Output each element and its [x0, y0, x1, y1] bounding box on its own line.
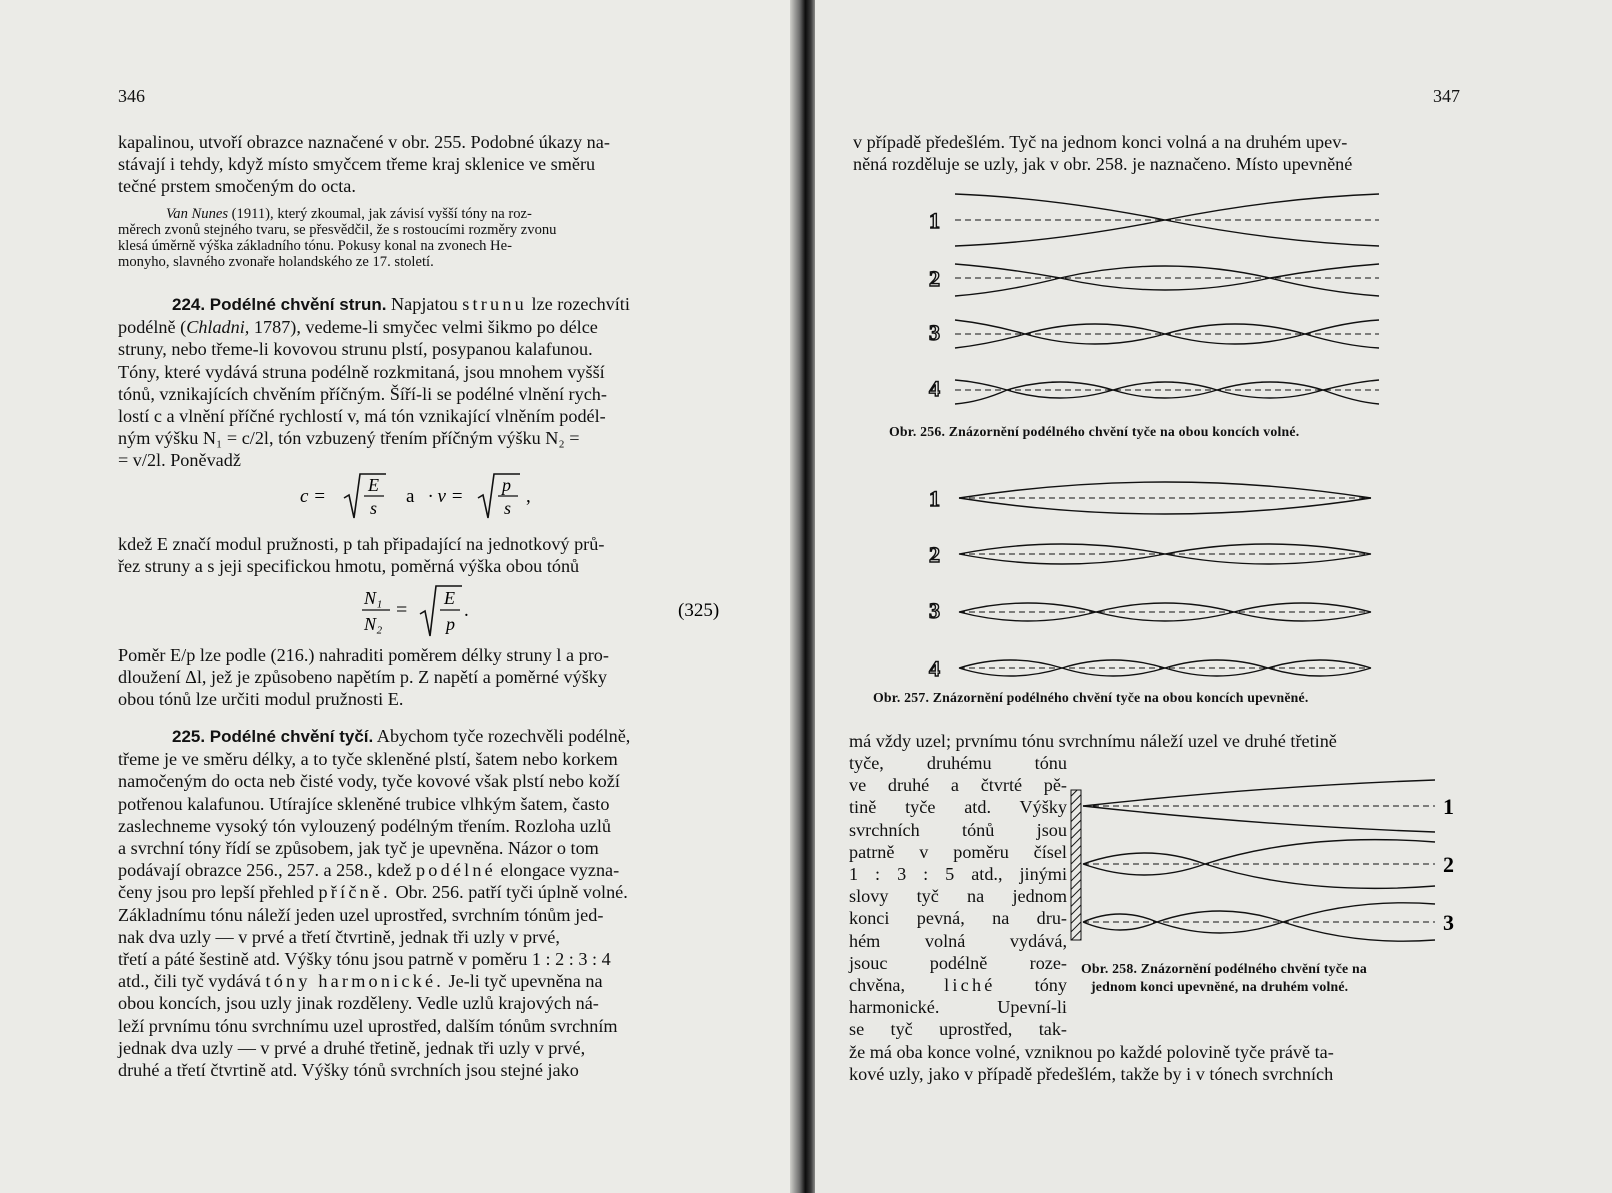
figure-label: 1	[1443, 794, 1454, 819]
text-line: kové uzly, jako v případě předešlém, takže by i v tónech svrchních	[849, 1064, 1334, 1085]
text-line: ným výšku N₁ = c/2l, tón vzbuzený třením příčným výšku N₂ =	[118, 428, 580, 449]
text-line: Základnímu tónu náleží jeden uzel uprostřed, svrchním tónům jed-	[118, 904, 604, 925]
text-line: tónů, vznikajících chvěním příčným. Šíří-li se podélné vlnění rych-	[118, 383, 607, 404]
text-line: kdež E značí modul pružnosti, p tah připadající na jednotkový prů-	[118, 534, 605, 554]
mode-curve	[955, 220, 1379, 246]
text-line: struny, nebo třeme-li kovovou strunu plstí, posypanou kalafunou.	[118, 339, 593, 360]
eq-and: a	[406, 486, 415, 507]
text-span: atd., čili tyč vydává	[118, 971, 266, 992]
text-line: 1 : 3 : 5 atd., jinými	[849, 864, 1067, 885]
text-line	[118, 316, 723, 338]
text-line	[118, 859, 723, 881]
figure-label: 3	[1443, 910, 1454, 935]
equation-velocities	[300, 468, 560, 524]
text-line: tyče, druhému tónu	[849, 753, 1067, 773]
mode-curve	[1083, 853, 1435, 888]
page-number: 346	[118, 86, 145, 106]
text-line: ve druhé a čtvrté pě-	[849, 775, 1067, 796]
eq-c: c =	[300, 486, 327, 507]
text-span: podávají obrazce 256., 257. a 258., kdež	[118, 860, 416, 881]
section-heading: 225. Podélné chvění tyčí.	[172, 727, 374, 746]
equation-number: (325)	[678, 600, 720, 621]
eq-E: E	[444, 588, 455, 608]
spaced-text: strunu	[462, 294, 527, 314]
text-line: třetí a páté šestině atd. Výšky tónu jsou patrně v poměru 1 : 2 : 3 : 4	[118, 949, 611, 970]
text-line: obou tónů lze určiti modul pružnosti E.	[118, 689, 404, 710]
figure-caption	[1081, 960, 1367, 996]
figure-label: 2	[929, 266, 940, 291]
text-line: nak dva uzly — v prvé a třetí čtvrtině, jednak tři uzly v prvé,	[118, 926, 560, 947]
text-line: Tóny, které vydává struna podélně rozkmitaná, jsou mnohem vyšší	[118, 361, 605, 382]
mode-curve	[955, 194, 1379, 220]
eq-N2: N₂	[364, 614, 383, 634]
figure-257	[915, 472, 1395, 698]
mid-paragraph	[849, 730, 1461, 752]
text-span: čeny jsou pro lepší přehled	[118, 882, 319, 903]
text-span: chvěna,	[849, 975, 945, 996]
mode-curve	[1083, 840, 1435, 875]
text-span: tóny	[995, 975, 1067, 996]
figure-label: 2	[929, 542, 940, 567]
spaced-text: tóny harmonické.	[265, 971, 444, 992]
figure-label: 3	[929, 320, 940, 345]
eq-s: s	[504, 498, 512, 518]
text-span: elongace vyzna-	[495, 860, 620, 881]
text-line: v případě předešlém. Tyč na jednom konci volná a na druhém upev-	[853, 132, 1348, 152]
text-line: monyho, slavného zvonaře holandského ze 17. století.	[118, 254, 434, 270]
page-number: 347	[1433, 86, 1460, 106]
spaced-text: liché	[944, 975, 996, 996]
figure-label: 1	[929, 208, 940, 233]
text-line: dloužení Δl, jež je způsobeno napětím p. Z napětí a poměrné výšky	[118, 667, 607, 688]
text-span: Napjatou	[386, 294, 463, 314]
bottom-paragraph	[849, 1041, 1461, 1085]
text-span: podélně (	[118, 317, 187, 338]
narrow-paragraph	[849, 752, 1067, 1041]
figure-caption: Obr. 256. Znázornění podélného chvění tyče na obou koncích volné.	[889, 424, 1300, 439]
text-line: se tyč uprostřed, tak-	[849, 1019, 1067, 1040]
text-line: potřenou kalafunou. Utírajíce skleněné trubice vlhkým šatem, často	[118, 793, 610, 814]
eq-p: p	[446, 614, 455, 634]
mode-curve	[959, 482, 1371, 498]
text-line: lostí c a vlnění příčné rychlostí v, má tón vznikající vlněním podél-	[118, 406, 606, 427]
text-line	[118, 293, 723, 316]
eq-equals: =	[396, 599, 408, 621]
mode-curve	[1083, 806, 1435, 832]
text-line: patrně v poměru čísel	[849, 841, 1067, 862]
footnote-van-nunes	[118, 206, 723, 270]
text-line: stávají i tehdy, když místo smyčcem třeme kraj sklenice ve směru	[118, 154, 596, 175]
figure-caption: Obr. 257. Znázornění podélného chvění tyče na obou koncích upevněné.	[873, 690, 1309, 705]
text-line	[118, 206, 723, 222]
note-author: Van Nunes	[166, 206, 229, 222]
text-line: slovy tyč na jednom	[849, 886, 1067, 907]
text-line: namočeným do octa neb čisté vody, tyče kovové však plstí nebo koží	[118, 771, 620, 792]
text-line: svrchních tónů jsou	[849, 819, 1067, 840]
text-line: něná rozděluje se uzly, jak v obr. 258. je naznačeno. Místo upevněné	[853, 154, 1353, 175]
text-span: 1787), vedeme-li smyčec velmi šikmo po délce	[249, 317, 598, 338]
figure-label: 4	[929, 376, 940, 401]
text-line: = v/2l. Poněvadž	[118, 450, 241, 471]
text-line: a svrchní tóny řídí se způsobem, jak tyč je upevněna. Názor o tom	[118, 838, 599, 859]
text-line: tečné prstem smočeným do octa.	[118, 176, 356, 197]
text-line: kapalinou, utvoří obrazce naznačené v obr. 255. Podobné úkazy na-	[118, 132, 610, 152]
text-line: klesá úměrně výška základního tónu. Pokusy konal na zvonech He-	[118, 238, 512, 254]
text-line: zaslechneme vysoký tón vylouzený podélným třením. Rozloha uzlů	[118, 815, 611, 836]
section-224	[118, 293, 723, 472]
caption-line: jednom konci upevněné, na druhém volné.	[1091, 979, 1349, 994]
text-line: hém volná vydává,	[849, 930, 1067, 951]
wall-clamp	[1071, 790, 1081, 940]
after-equation-2	[118, 644, 723, 711]
text-line: řez struny a s jeji specifickou hmotu, poměrná výška obou tónů	[118, 556, 580, 577]
mode-curve	[955, 264, 1379, 290]
spaced-text: podélné	[415, 860, 496, 881]
text-line: Poměr E/p lze podle (216.) nahraditi poměrem délky struny l a pro-	[118, 645, 609, 665]
text-line: že má oba konce volné, vzniknou po každé polovině tyče právě ta-	[849, 1042, 1334, 1062]
text-line: leží prvnímu tónu svrchnímu uzel uprostřed, dalším tónům svrchním	[118, 1015, 618, 1036]
text-line: obou koncích, jsou uzly jinak rozděleny. Vedle uzlů krajových ná-	[118, 993, 599, 1014]
top-paragraph	[853, 131, 1460, 175]
mode-curve	[959, 498, 1371, 514]
text-span: Je-li tyč upevněna na	[443, 971, 603, 992]
text-line: tině tyče atd. Výšky	[849, 797, 1067, 818]
figure-label: 1	[929, 486, 940, 511]
text-line: druhé a třetí čtvrtině atd. Výšky tónů svrchních jsou stejné jako	[118, 1060, 579, 1081]
intro-paragraph	[118, 131, 723, 198]
note-text: (1911), který zkoumal, jak závisí vyšší tóny na roz-	[228, 206, 532, 222]
caption-line: Obr. 258. Znázornění podélného chvění tyče na	[1081, 961, 1367, 976]
mode-curve	[1083, 780, 1435, 806]
figure-label: 4	[929, 656, 940, 681]
spaced-text: příčně.	[318, 882, 391, 903]
text-line: jsouc podélně roze-	[849, 952, 1067, 973]
section-heading: 224. Podélné chvění strun.	[172, 295, 387, 314]
mode-curve	[955, 380, 1379, 398]
left-page	[0, 0, 795, 1193]
text-line: má vždy uzel; prvnímu tónu svrchnímu náleží uzel ve druhé třetině	[849, 731, 1337, 751]
text-line: měrech zvonů stejného tvaru, se přesvědčil, že s rostoucími rozměry zvonu	[118, 222, 557, 238]
text-line: konci pevná, na dru-	[849, 908, 1067, 929]
text-span: Obr. 256. patří tyči úplně volné.	[390, 882, 628, 903]
equation-325	[360, 582, 730, 642]
section-225	[118, 725, 723, 1081]
text-line: třeme je ve směru délky, a to tyče skleněné plstí, šatem nebo korkem	[118, 749, 618, 770]
text-line: jednak dva uzly — v prvé a druhé třetině, jednak tři uzly v prvé,	[118, 1037, 586, 1058]
figure-256	[915, 182, 1395, 420]
text-line	[849, 974, 1067, 996]
figure-258	[1065, 776, 1465, 956]
eq-dot: .	[464, 600, 469, 621]
text-line: harmonické. Upevní-li	[849, 997, 1067, 1018]
sqrt-sign	[420, 586, 462, 636]
eq-N1: N₁	[364, 588, 383, 608]
text-line	[118, 881, 723, 903]
text-span: lze rozechvíti	[526, 294, 630, 314]
right-page	[815, 0, 1612, 1193]
figure-label: 3	[929, 598, 940, 623]
book-gutter	[790, 0, 818, 1193]
eq-p: p	[502, 475, 511, 495]
text-line	[118, 725, 723, 748]
eq-E: E	[368, 475, 379, 495]
figure-label: 2	[1443, 852, 1454, 877]
after-equation-1	[118, 533, 723, 577]
text-line	[118, 970, 723, 992]
italic-text: Chladni,	[186, 317, 250, 338]
eq-comma: ,	[526, 486, 531, 507]
eq-v: · v =	[428, 486, 464, 507]
eq-s: s	[370, 498, 378, 518]
text-span: Abychom tyče rozechvěli podélně,	[373, 726, 631, 746]
